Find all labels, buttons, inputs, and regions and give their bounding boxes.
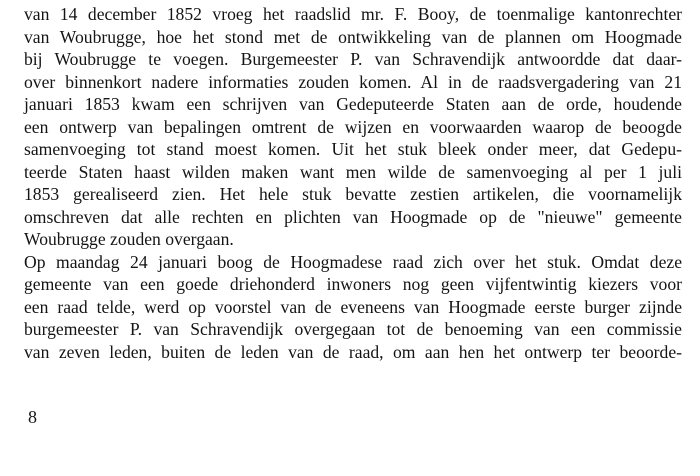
text-line: over binnenkort nadere informaties zouden komen. Al in de raadsvergadering van 21 (24, 71, 682, 92)
text-line: omschreven dat alle rechten en plichten van Hoogmade op de "nieuwe" gemeente (24, 206, 682, 227)
text-line: bij Woubrugge te voegen. Burgemeester P. van Schravendijk antwoordde dat daar- (24, 49, 682, 69)
text-line: januari 1853 kwam een schrijven van Gedeputeerde Staten aan de orde, houdende (24, 94, 682, 114)
text-line: van zeven leden, buiten de leden van de raad, om aan hen het ontwerp ter beoorde- (24, 341, 682, 362)
text-line: samenvoeging tot stand moest komen. Uit het stuk bleek onder meer, dat Gedepu- (24, 139, 682, 159)
text-line: 1853 gerealiseerd zien. Het hele stuk bevatte zestien artikelen, die voornamelijk (24, 184, 682, 204)
text-line: Woubrugge zouden overgaan. (24, 229, 234, 249)
text-line: Op maandag 24 januari boog de Hoogmadese raad zich over het stuk. Omdat deze (24, 251, 682, 272)
text-line: van 14 december 1852 vroeg het raadslid mr. F. Booy, de toenmalige kantonrechter (24, 4, 682, 24)
text-line: gemeente van een goede driehonderd inwoners nog geen vijfentwintig kiezers voor (24, 274, 682, 294)
text-line: een ontwerp van bepalingen omtrent de wijzen en voorwaarden waarop de beoogde (24, 116, 682, 137)
body-text (24, 3, 682, 363)
text-line: een raad telde, werd op voorstel van de eveneens van Hoogmade eerste burger zijnde (24, 296, 682, 317)
text-line: van Woubrugge, hoe het stond met de ontwikkeling van de plannen om Hoogmade (24, 26, 682, 47)
text-line: burgemeester P. van Schravendijk overgegaan tot de benoeming van een commissie (24, 319, 682, 339)
page-number: 8 (28, 407, 37, 427)
text-line: teerde Staten haast wilden maken want men wilde de samenvoeging al per 1 juli (24, 161, 682, 182)
